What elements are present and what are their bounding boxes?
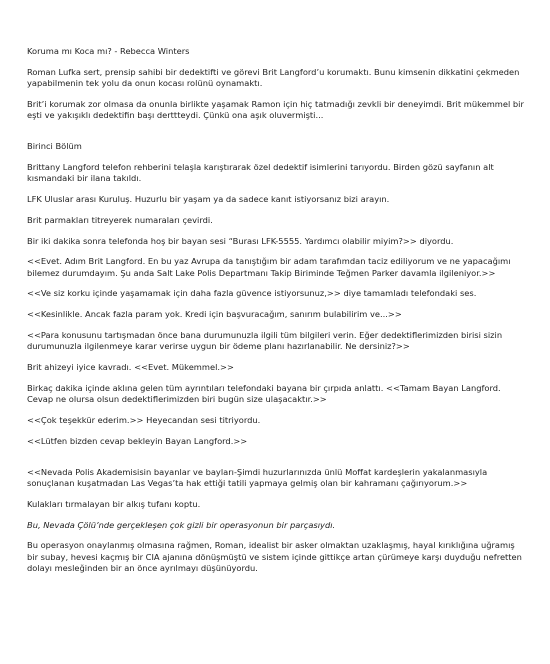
paragraph: Birinci Bölüm bbox=[27, 141, 82, 152]
paragraph: Brittany Langford telefon rehberini telaşla karıştırarak özel dedektif isimlerini tarıyordu. Birden gözü sayfanın alt kısmandaki bir ilana takıldı. bbox=[27, 162, 494, 184]
paragraph: <<Çok teşekkür ederim.>> Heyecandan sesi titriyordu. bbox=[27, 414, 261, 425]
paragraph: <<Kesinlikle. Ancak fazla param yok. Kredi için başvuracağım, sanırım bulabilirim ve...>> bbox=[27, 309, 402, 320]
paragraph: Bu, Nevada Çölü’nde gerçekleşen çok gizli bir operasyonun bir parçasıydı. bbox=[27, 519, 336, 530]
document-title: Koruma mı Koca mı? - Rebecca Winters bbox=[27, 46, 190, 56]
paragraph: <<Evet. Adım Brit Langford. En bu yaz Avrupa da tanıştığım bir adam tarafımdan taciz ediliyorum ve ne yapacağımı bilemez durumdayım. Şu anda Salt Lake Polis Departmanı Takip Biriminde Teğmen Parker davamla ilgileniyor.>> bbox=[27, 256, 511, 278]
document-page bbox=[27, 46, 527, 584]
paragraph: Birkaç dakika içinde aklına gelen tüm ayrıntıları telefondaki bayana bir çırpıda anlattı. <<Tamam Bayan Langford. Cevap ne olursa olsun dedektiflerimizden biri bugün size ulaşacaktır.>> bbox=[27, 382, 501, 404]
paragraph: Kulakları tırmalayan bir alkış tufanı koptu. bbox=[27, 498, 201, 509]
paragraph: Bir iki dakika sonra telefonda hoş bir bayan sesi “Burası LFK-5555. Yardımcı olabilir miyim?>> diyordu. bbox=[27, 235, 454, 246]
paragraph: <<Nevada Polis Akademisisin bayanlar ve bayları-Şimdi huzurlarınızda ünlü Moffat kardeşlerin yakalanmasıyla sonuçlanan kuşatmadan Las Vegas’ta hak ettiği tatili yapmaya gelmiş olan bir kahramanı çağırıyorum.>> bbox=[27, 466, 488, 488]
paragraph: LFK Uluslar arası Kuruluş. Huzurlu bir yaşam ya da sadece kanıt istiyorsanız bizi arayın. bbox=[27, 194, 390, 204]
paragraph: <<Ve siz korku içinde yaşamamak için daha fazla güvence istiyorsunuz,>> diye tamamladı telefondaki ses. bbox=[27, 288, 477, 299]
document-body bbox=[27, 67, 527, 574]
paragraph: Brit ahizeyi iyice kavradı. <<Evet. Mükemmel.>> bbox=[27, 361, 234, 372]
paragraph: <<Para konusunu tartışmadan önce bana durumunuzla ilgili tüm bilgileri verin. Eğer dedektiflerimizden birisi sizin durumunuzla ilgilenmeye karar verirse uygun bir ödeme planı hazırlanabilir. Ne dersiniz?>> bbox=[27, 329, 503, 352]
paragraph: Bu operasyon onaylanmış olmasına rağmen, Roman, idealist bir asker olmaktan uzaklaşmış, hayal kırıklığına uğramış bir subay, hevesi kaçmış bir CIA ajanına dönüşmüştü ve sistem içinde gittikçe artan çürümeye karşı duyduğu nefretten dolayı mesleğinden bir an önce ayrılmayı düşünüyordu. bbox=[27, 540, 522, 573]
paragraph: Brit parmakları titreyerek numaraları çevirdi. bbox=[27, 214, 213, 225]
paragraph: <<Lütfen bizden cevap bekleyin Bayan Langford.>> bbox=[27, 435, 248, 446]
paragraph: Roman Lufka sert, prensip sahibi bir dedektifti ve görevi Brit Langford’u korumaktı. Bunu kimsenin dikkatini çekmeden yapabilmenin tek yolu da onun kocası rolünü oynamaktı. bbox=[27, 66, 520, 88]
paragraph: Brit’i korumak zor olmasa da onunla birlikte yaşamak Ramon için hiç tatmadığı zevkli bir deneyimdi. Brit mükemmel bir eşti ve yakışıklı dedektifin başı derttteydi. Çünkü ona aşık oluvermişti... bbox=[27, 98, 524, 120]
